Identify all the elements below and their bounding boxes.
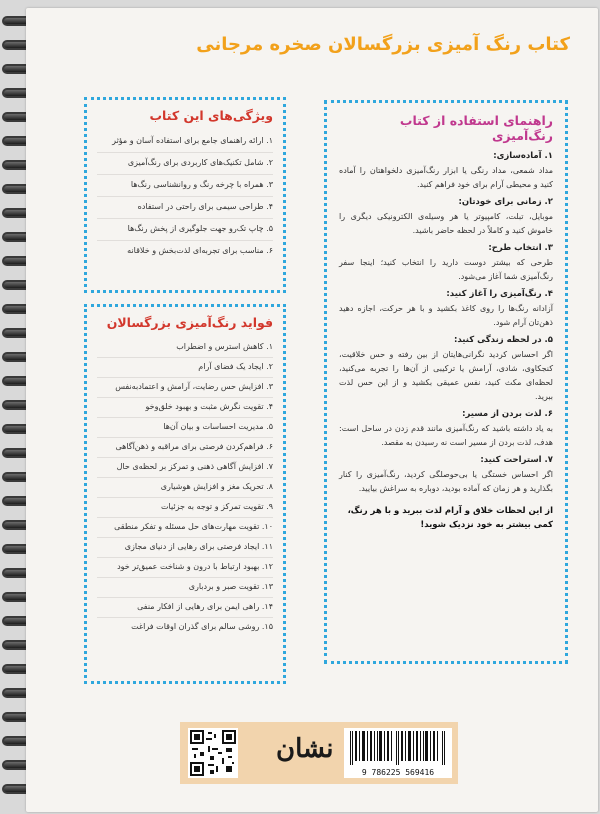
step-title: ۱. آماده‌سازی: (493, 151, 553, 161)
list-item: ۱۱. ایجاد فرصتی برای رهایی از دنیای مجازی (97, 538, 273, 558)
step-5 (339, 335, 553, 404)
step-text: اگر احساس خستگی یا بی‌حوصلگی کردید، رنگ‌آمیزی را کنار بگذارید و هر زمان که آماده بودید، دوباره به سراغش بیایید. (339, 470, 553, 493)
usage-guide-heading: راهنمای استفاده از کتاب رنگ‌آمیزی (399, 113, 553, 143)
barcode-icon (344, 728, 452, 768)
step-title: ۳. انتخاب طرح: (488, 243, 553, 253)
list-item: ۱۰. تقویت مهارت‌های حل مسئله و تفکر منطقی (97, 518, 273, 538)
step-title: ۴. رنگ‌آمیزی را آغاز کنید: (446, 289, 553, 299)
step-text: موبایل، تبلت، کامپیوتر یا هر وسیله‌ی الکترونیکی دیگری را خاموش کنید و کاملاً در لحظه حاضر باشید. (339, 212, 553, 235)
list-item: ۱. ارائه راهنمای جامع برای استفاده آسان و مؤثر (97, 131, 273, 153)
step-2 (339, 197, 553, 238)
publisher-bar (180, 722, 458, 784)
list-item: ۵. چاپ تک‌رو جهت جلوگیری از پخش رنگ‌ها (97, 219, 273, 241)
step-6 (339, 409, 553, 450)
features-box (84, 97, 286, 293)
step-4 (339, 289, 553, 330)
list-item: ۳. همراه با چرخه رنگ و روانشناسی رنگ‌ها (97, 175, 273, 197)
barcode (344, 728, 452, 778)
features-heading: ویژگی‌های این کتاب (149, 108, 273, 123)
step-text: اگر احساس کردید نگرانی‌هایتان از بین رفته و حس خلاقیت، کنجکاوی، شادی، آرامش یا ترکیبی از آن‌ها را تجربه می‌کنید، لحظه‌ای مکث کنید، نفس عمیقی بکشید و از این حس لذت ببرید. (339, 350, 553, 401)
isbn-number: 9 786225 569416 (361, 768, 435, 777)
list-item: ۹. تقویت تمرکز و توجه به جزئیات (97, 498, 273, 518)
step-text: مداد شمعی، مداد رنگی یا ابزار رنگ‌آمیزی دلخواهتان را آماده کنید و محیطی آرام برای خود فراهم کنید. (339, 166, 553, 189)
list-item: ۸. تحریک مغز و افزایش هوشیاری (97, 478, 273, 498)
step-text: به یاد داشته باشید که رنگ‌آمیزی مانند قدم زدن در ساحل است: هدف، لذت بردن از مسیر است نه رسیدن به مقصد. (339, 424, 553, 447)
step-1 (339, 151, 553, 192)
list-item: ۲. ایجاد یک فضای آرام (97, 358, 273, 378)
list-item: ۱۵. روشی سالم برای گذران اوقات فراغت (131, 622, 273, 631)
benefits-box (84, 304, 286, 684)
qr-code-icon (188, 728, 238, 778)
step-text: طرحی که بیشتر دوست دارید را انتخاب کنید؛ اینجا سفر رنگ‌آمیزی شما آغاز می‌شود. (339, 258, 553, 281)
step-title: ۵. در لحظه زندگی کنید: (453, 335, 553, 345)
list-item: ۶. مناسب برای تجربه‌ای لذت‌بخش و خلاقانه (127, 246, 273, 255)
list-item: ۱۴. راهی ایمن برای رهایی از افکار منفی (97, 598, 273, 618)
list-item: ۲. شامل تکنیک‌های کاربردی برای رنگ‌آمیزی (97, 153, 273, 175)
list-item: ۴. طراحی سیمی برای راحتی در استفاده (97, 197, 273, 219)
list-item: ۱۳. تقویت صبر و بردباری (97, 578, 273, 598)
step-text: آزادانه رنگ‌ها را روی کاغذ بکشید و با هر حرکت، اجازه دهید ذهن‌تان آرام شود. (339, 304, 553, 327)
list-item: ۱۲. بهبود ارتباط با درون و شناخت عمیق‌تر خود (97, 558, 273, 578)
list-item: ۱. کاهش استرس و اضطراب (97, 338, 273, 358)
step-7 (339, 455, 553, 496)
benefits-list (97, 338, 273, 637)
list-item: ۴. تقویت نگرش مثبت و بهبود خلق‌وخو (97, 398, 273, 418)
publisher-logo: نشان (276, 734, 334, 764)
list-item: ۷. افزایش آگاهی ذهنی و تمرکز بر لحظه‌ی حال (97, 458, 273, 478)
usage-guide-box (324, 100, 568, 664)
step-title: ۷. استراحت کنید: (480, 455, 553, 465)
step-title: ۲. زمانی برای خودتان: (458, 197, 553, 207)
closing-note: از این لحظات خلاق و آرام لذت ببرید و با هر رنگ، کمی بیشتر به خود نزدیک شوید! (347, 506, 553, 530)
features-list (97, 131, 273, 262)
list-item: ۳. افزایش حس رضایت، آرامش و اعتماد‌به‌نفس (97, 378, 273, 398)
list-item: ۵. مدیریت احساسات و بیان آن‌ها (97, 418, 273, 438)
step-title: ۶. لذت بردن از مسیر: (462, 409, 553, 419)
step-3 (339, 243, 553, 284)
page-title: کتاب رنگ آمیزی بزرگسالان صخره مرجانی (196, 34, 570, 55)
benefits-heading: فواید رنگ‌آمیزی بزرگسالان (106, 315, 273, 330)
list-item: ۶. فراهم‌کردن فرصتی برای مراقبه و ذهن‌آگاهی (97, 438, 273, 458)
